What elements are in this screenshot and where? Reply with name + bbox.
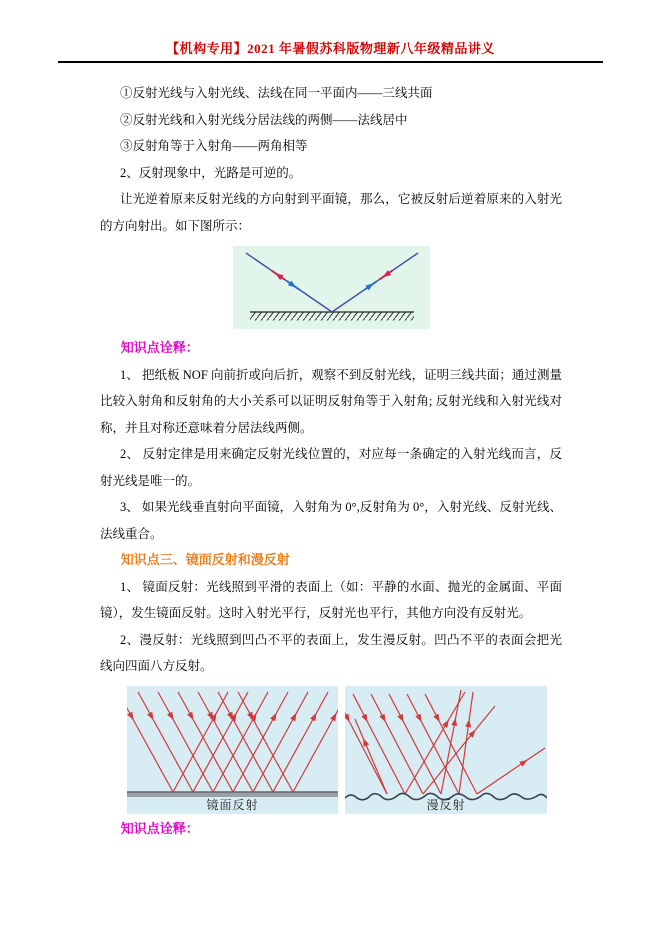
- page-header-title: 【机构专用】2021 年暑假苏科版物理新八年级精品讲义: [166, 41, 495, 56]
- knowledge-note-heading-2: 知识点诠释：: [120, 820, 199, 836]
- interpret1-paragraph-1: 1、 把纸板 NOF 向前折或向后折，观察不到反射光线，证明三线共面；通过测量比较入射角和反射角的大小关系可以证明反射角等于入射角; 反射光线和入射光线对称，并且对称还意味着分居法线两侧。: [100, 367, 562, 435]
- diffuse-reflection-diagram: [345, 686, 547, 814]
- reflection-law-item-2: ②反射光线和入射光线分居法线的两侧——法线居中: [120, 112, 408, 127]
- reflection-law-item-3: ③反射角等于入射角——两角相等: [120, 139, 308, 153]
- specular-reflection-figure: [127, 686, 338, 814]
- document-body: [100, 80, 562, 842]
- reversible-explanation: 让光逆着原来反射光线的方向射到平面镜，那么，它被反射后逆着原来的入射光的方向射出。如下图所示：: [100, 192, 562, 233]
- diffuse-reflection-paragraph: 2、漫反射：光线照到凹凸不平的表面上，发生漫反射。凹凸不平的表面会把光线向四面八方反射。: [100, 632, 562, 673]
- interpret1-paragraph-2: 2、 反射定律是用来确定反射光线位置的，对应每一条确定的入射光线而言，反射光线是唯一的。: [100, 447, 562, 488]
- header-divider: [58, 61, 603, 63]
- specular-reflection-diagram: [127, 686, 338, 814]
- smooth-mirror-bar: [127, 792, 338, 797]
- reflection-comparison-figures: [127, 686, 562, 814]
- knowledge-point-3-heading: 知识点三、镜面反射和漫反射: [120, 552, 290, 567]
- reversible-light-path-diagram: [233, 246, 430, 329]
- mirror-hatching: [250, 313, 414, 321]
- light-path-reversibility-figure: [233, 246, 430, 329]
- diffuse-caption: 漫反射: [426, 797, 466, 812]
- specular-reflection-paragraph: 1、 镜面反射：光线照到平滑的表面上（如：平静的水面、抛光的金属面、平面镜），发生镜面反射。这时入射光平行，反射光也平行，其他方向没有反射光。: [100, 579, 562, 620]
- knowledge-note-heading-1: 知识点诠释：: [120, 340, 199, 355]
- reflection-law-item-1: ①反射光线与入射光线、法线在同一平面内——三线共面: [120, 86, 433, 100]
- diffuse-reflection-figure: [345, 686, 547, 814]
- reversible-statement: 2、反射现象中，光路是可逆的。: [120, 165, 302, 180]
- specular-caption: 镜面反射: [206, 797, 259, 812]
- interpret1-paragraph-3: 3、 如果光线垂直射向平面镜，入射角为 0°,反射角为 0°，入射光线、反射光线、法线重合。: [100, 500, 562, 541]
